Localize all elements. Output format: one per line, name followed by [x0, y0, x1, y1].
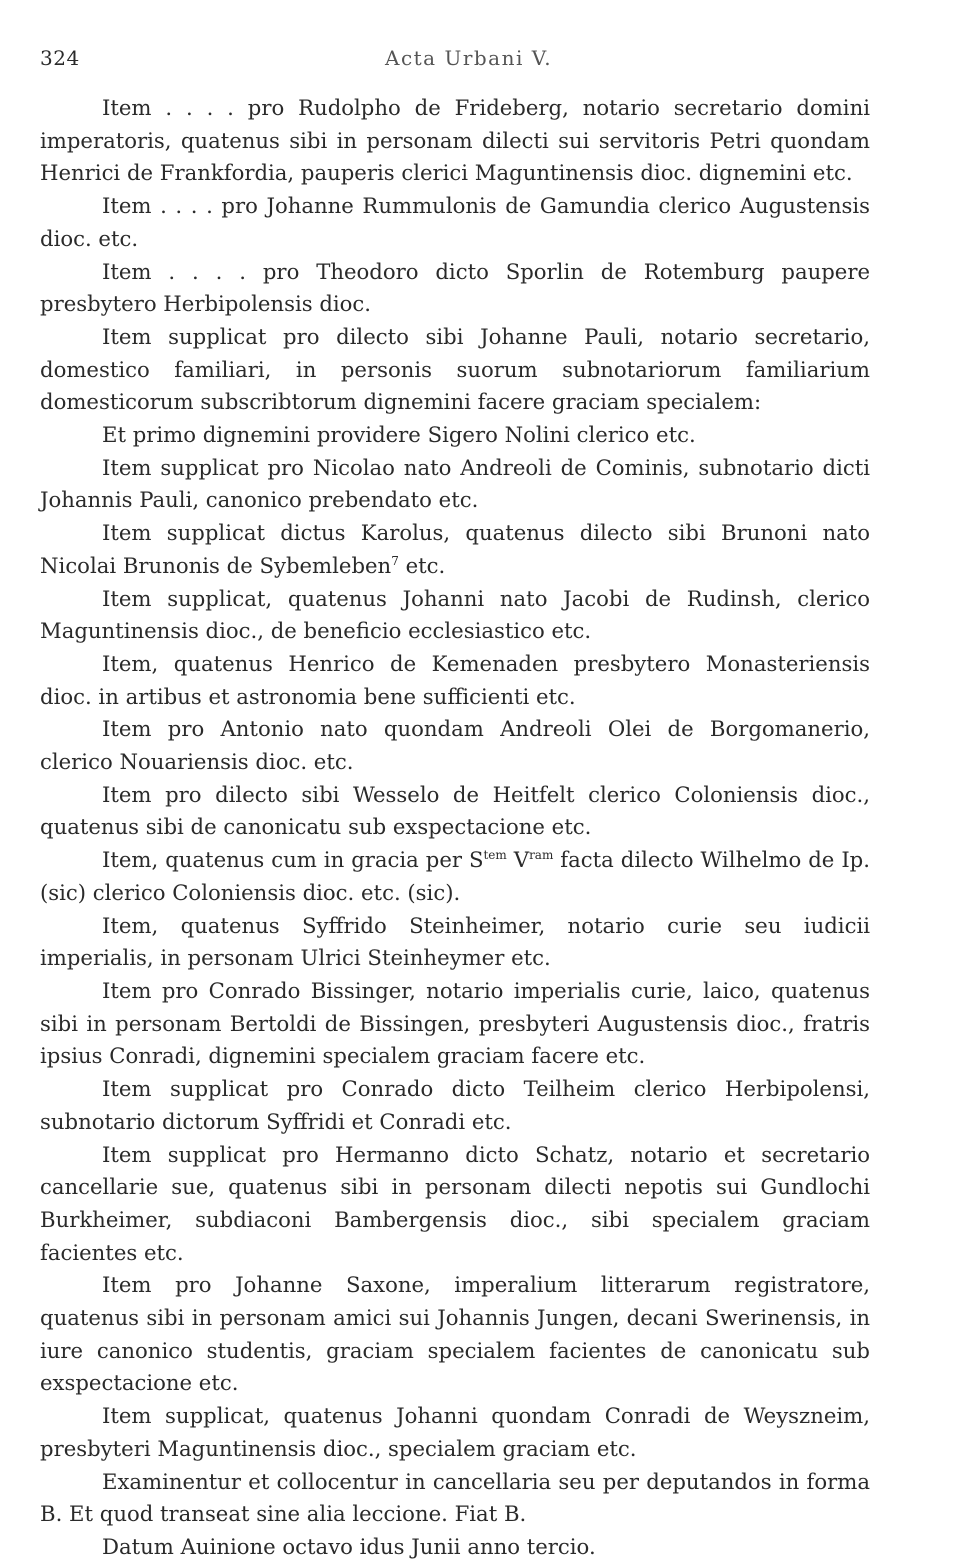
paragraph	[40, 92, 870, 190]
paragraph-text: Item, quatenus cum in gracia per S	[102, 847, 484, 873]
page-number: 324	[40, 46, 80, 70]
paragraph-text: Item pro dilecto sibi Wesselo de Heitfelt clerico Coloniensis dioc., quatenus sibi de canonicatu sub exspectacione etc.	[40, 781, 870, 840]
superscript-abbreviation: tem	[483, 848, 507, 863]
paragraph	[40, 1269, 870, 1400]
paragraph-text: Item supplicat dictus Karolus, quatenus dilecto sibi Brunoni nato Nicolai Brunonis de Sybemleben	[40, 520, 870, 578]
paragraph-text-end: etc.	[398, 552, 446, 578]
paragraph-text: Item pro Johanne Saxone, imperalium litterarum registratore, quatenus sibi in personam amici sui Johannis Jungen, decani Swerinensis, in iure canonico studentis, graciam specialem facientes de canonicatu sub exspectacione etc.	[40, 1272, 870, 1396]
paragraph-text-mid: V	[506, 847, 530, 873]
paragraph	[40, 321, 870, 419]
paragraph-text: Et primo dignemini providere Sigero Nolini clerico etc.	[102, 422, 696, 448]
paragraph-text: Item supplicat pro Conrado dicto Teilheim clerico Herbipolensi, subnotario dictorum Syffridi et Conradi etc.	[40, 1076, 870, 1134]
paragraph	[40, 975, 870, 1073]
paragraph	[40, 419, 870, 452]
paragraph-text: Item, quatenus Henrico de Kemenaden presbytero Monasteriensis dioc. in artibus et astronomia bene sufficienti etc.	[40, 650, 870, 709]
paragraph-text: Item . . . . pro Rudolpho de Frideberg, notario secretario domini imperatoris, quatenus sibi in personam dilecti sui servitoris Petri quondam Henrici de Frankfordia, pauperis clerici Maguntinensis dioc. dignemini etc.	[40, 95, 870, 186]
running-head	[40, 40, 880, 80]
paragraph	[40, 844, 870, 909]
paragraph	[40, 517, 870, 582]
paragraph-text: Item supplicat, quatenus Johanni quondam Conradi de Weyszneim, presbyteri Maguntinensis dioc., specialem graciam etc.	[40, 1403, 870, 1461]
paragraph-text: Item, quatenus Syffrido Steinheimer, notario curie seu iudicii imperialis, in personam Ulrici Steinheymer etc.	[40, 912, 870, 971]
paragraph	[40, 1139, 870, 1270]
running-title: Acta Urbani V.	[385, 46, 553, 70]
superscript-abbreviation: ram	[529, 848, 554, 863]
paragraph	[40, 779, 870, 844]
paragraph-text: Item supplicat pro Hermanno dicto Schatz, notario et secretario cancellarie sue, quatenus sibi in personam dilecti nepotis sui Gundlochi Burkheimer, subdiaconi Bambergensis dioc., sibi specialem graciam facientes etc.	[40, 1141, 870, 1265]
paragraph-text: Datum Auinione octavo idus Junii anno tercio.	[102, 1533, 596, 1559]
footnote-marker: 7	[391, 553, 399, 568]
paragraph-text: Item supplicat, quatenus Johanni nato Jacobi de Rudinsh, clerico Maguntinensis dioc., de beneficio ecclesiastico etc.	[40, 585, 870, 644]
paragraph	[40, 1466, 870, 1531]
paragraph	[40, 1073, 870, 1138]
paragraph	[40, 583, 870, 648]
paragraph-text: Item supplicat pro Nicolao nato Andreoli de Cominis, subnotario dicti Johannis Pauli, canonico prebendato etc.	[40, 454, 870, 513]
paragraph-text: Item pro Conrado Bissinger, notario imperialis curie, laico, quatenus sibi in personam Bertoldi de Bissingen, presbyteri Augustensis dioc., fratris ipsius Conradi, dignemini specialem graciam facere etc.	[40, 977, 870, 1069]
paragraph	[40, 648, 870, 713]
paragraph-text-end: facta dilecto Wilhelmo de Ip. (sic) clerico Coloniensis dioc. etc. (sic).	[40, 847, 870, 905]
paragraph-text: Item . . . . pro Theodoro dicto Sporlin de Rotemburg paupere presbytero Herbipolensis dioc.	[40, 258, 870, 317]
paragraph-text: Item . . . . pro Johanne Rummulonis de Gamundia clerico Augustensis dioc. etc.	[40, 193, 870, 251]
paragraph	[40, 256, 870, 321]
paragraph	[40, 910, 870, 975]
paragraph	[40, 713, 870, 778]
paragraph-text: Examinentur et collocentur in cancellaria seu per deputandos in forma B. Et quod transeat sine alia leccione. Fiat B.	[40, 1468, 870, 1527]
paragraph-text: Item pro Antonio nato quondam Andreoli Olei de Borgomanerio, clerico Nouariensis dioc. etc.	[40, 716, 870, 775]
body-text	[40, 92, 870, 1564]
paragraph	[40, 190, 870, 255]
paragraph-text: Item supplicat pro dilecto sibi Johanne Pauli, notario secretario, domestico familiari, in personis suorum subnotariorum familiarium domesticorum subscribtorum dignemini facere graciam specialem:	[40, 323, 870, 415]
paragraph	[40, 1400, 870, 1465]
paragraph	[40, 452, 870, 517]
